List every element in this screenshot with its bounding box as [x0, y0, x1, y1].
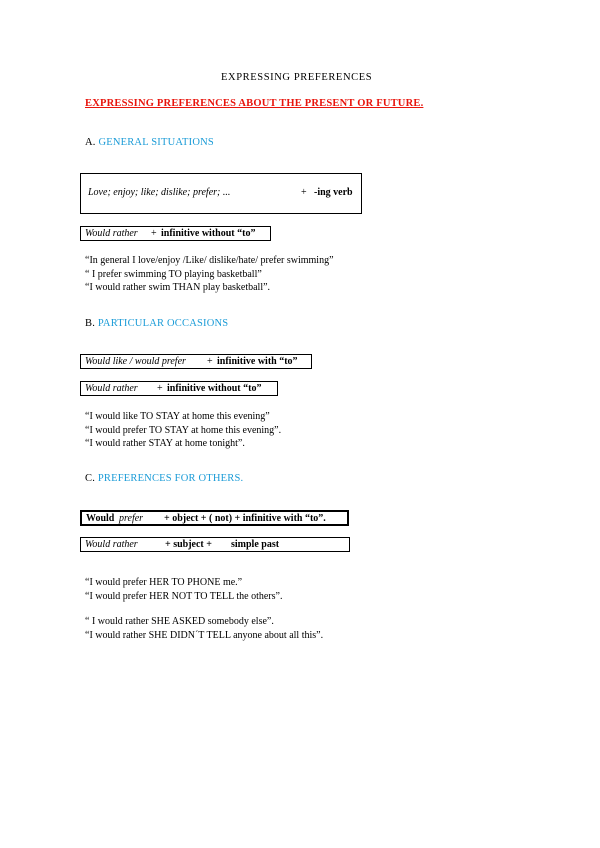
- rule-structure-subject: + subject +: [165, 539, 212, 550]
- section-a-heading: [85, 137, 214, 148]
- section-c-rule-box-1: [80, 510, 349, 526]
- section-c-examples-rather: [85, 615, 323, 642]
- section-b-rule-box-2: [80, 381, 278, 396]
- rule-structure: infinitive with “to”: [217, 356, 298, 367]
- rule-structure: + object + ( not) + infinitive with “to”.: [164, 513, 326, 524]
- rule-structure: infinitive without “to”: [167, 383, 262, 394]
- section-a-rule-box-2: [80, 226, 271, 241]
- page-title: EXPRESSING PREFERENCES: [221, 72, 373, 83]
- rule-verbs: Would rather: [85, 383, 138, 394]
- example-sentence: “In general I love/enjoy /Like/ dislike/hate/ prefer swimming”: [85, 255, 334, 266]
- rule-plus: +: [157, 383, 163, 394]
- example-sentence: “I would prefer TO STAY at home this evening”.: [85, 424, 282, 436]
- rule-modal: Would: [86, 513, 115, 524]
- rule-verbs: Would like / would prefer: [85, 356, 186, 367]
- example-sentence: “I would like TO STAY at home this evening”: [85, 411, 270, 422]
- section-b-rule-box-1: [80, 354, 312, 369]
- page-subtitle: EXPRESSING PREFERENCES ABOUT THE PRESENT OR FUTURE.: [85, 98, 424, 109]
- section-b-name: PARTICULAR OCCASIONS: [97, 318, 229, 329]
- section-b-letter: B.: [85, 318, 96, 329]
- example-sentence: “I would rather STAY at home tonight”.: [85, 438, 245, 449]
- rule-plus: +: [151, 228, 157, 239]
- section-a-letter: A.: [85, 137, 96, 148]
- example-sentence: “I would rather swim THAN play basketball”.: [85, 282, 271, 293]
- section-b-heading: [85, 318, 228, 329]
- rule-plus: +: [301, 187, 307, 198]
- section-a-rule-box-1: [80, 173, 362, 214]
- example-sentence: “ I prefer swimming TO playing basketball”: [85, 268, 262, 280]
- section-a-name: GENERAL SITUATIONS: [98, 137, 214, 148]
- rule-verbs: Love; enjoy; like; dislike; prefer; ...: [88, 187, 231, 198]
- section-a-examples: [85, 254, 334, 295]
- section-c-rule-box-2: [80, 537, 350, 552]
- example-sentence: “I would rather SHE DIDN´T TELL anyone about all this”.: [85, 629, 324, 641]
- rule-structure-tense: simple past: [231, 539, 280, 550]
- rule-verbs: Would rather: [85, 539, 138, 550]
- rule-verbs: Would rather: [85, 228, 138, 239]
- section-c-examples-prefer: [85, 576, 282, 603]
- example-sentence: “I would prefer HER NOT TO TELL the others”.: [85, 590, 283, 602]
- section-c-letter: C.: [85, 473, 96, 484]
- section-b-examples: [85, 410, 281, 451]
- section-c-name: PREFERENCES FOR OTHERS.: [97, 473, 244, 484]
- section-c-heading: [85, 473, 243, 484]
- example-sentence: “ I would rather SHE ASKED somebody else”.: [85, 616, 274, 627]
- rule-plus: +: [207, 356, 213, 367]
- rule-verbs: prefer: [119, 513, 144, 524]
- rule-structure: -ing verb: [314, 187, 353, 198]
- rule-structure: infinitive without “to”: [161, 228, 256, 239]
- example-sentence: “I would prefer HER TO PHONE me.”: [85, 577, 243, 588]
